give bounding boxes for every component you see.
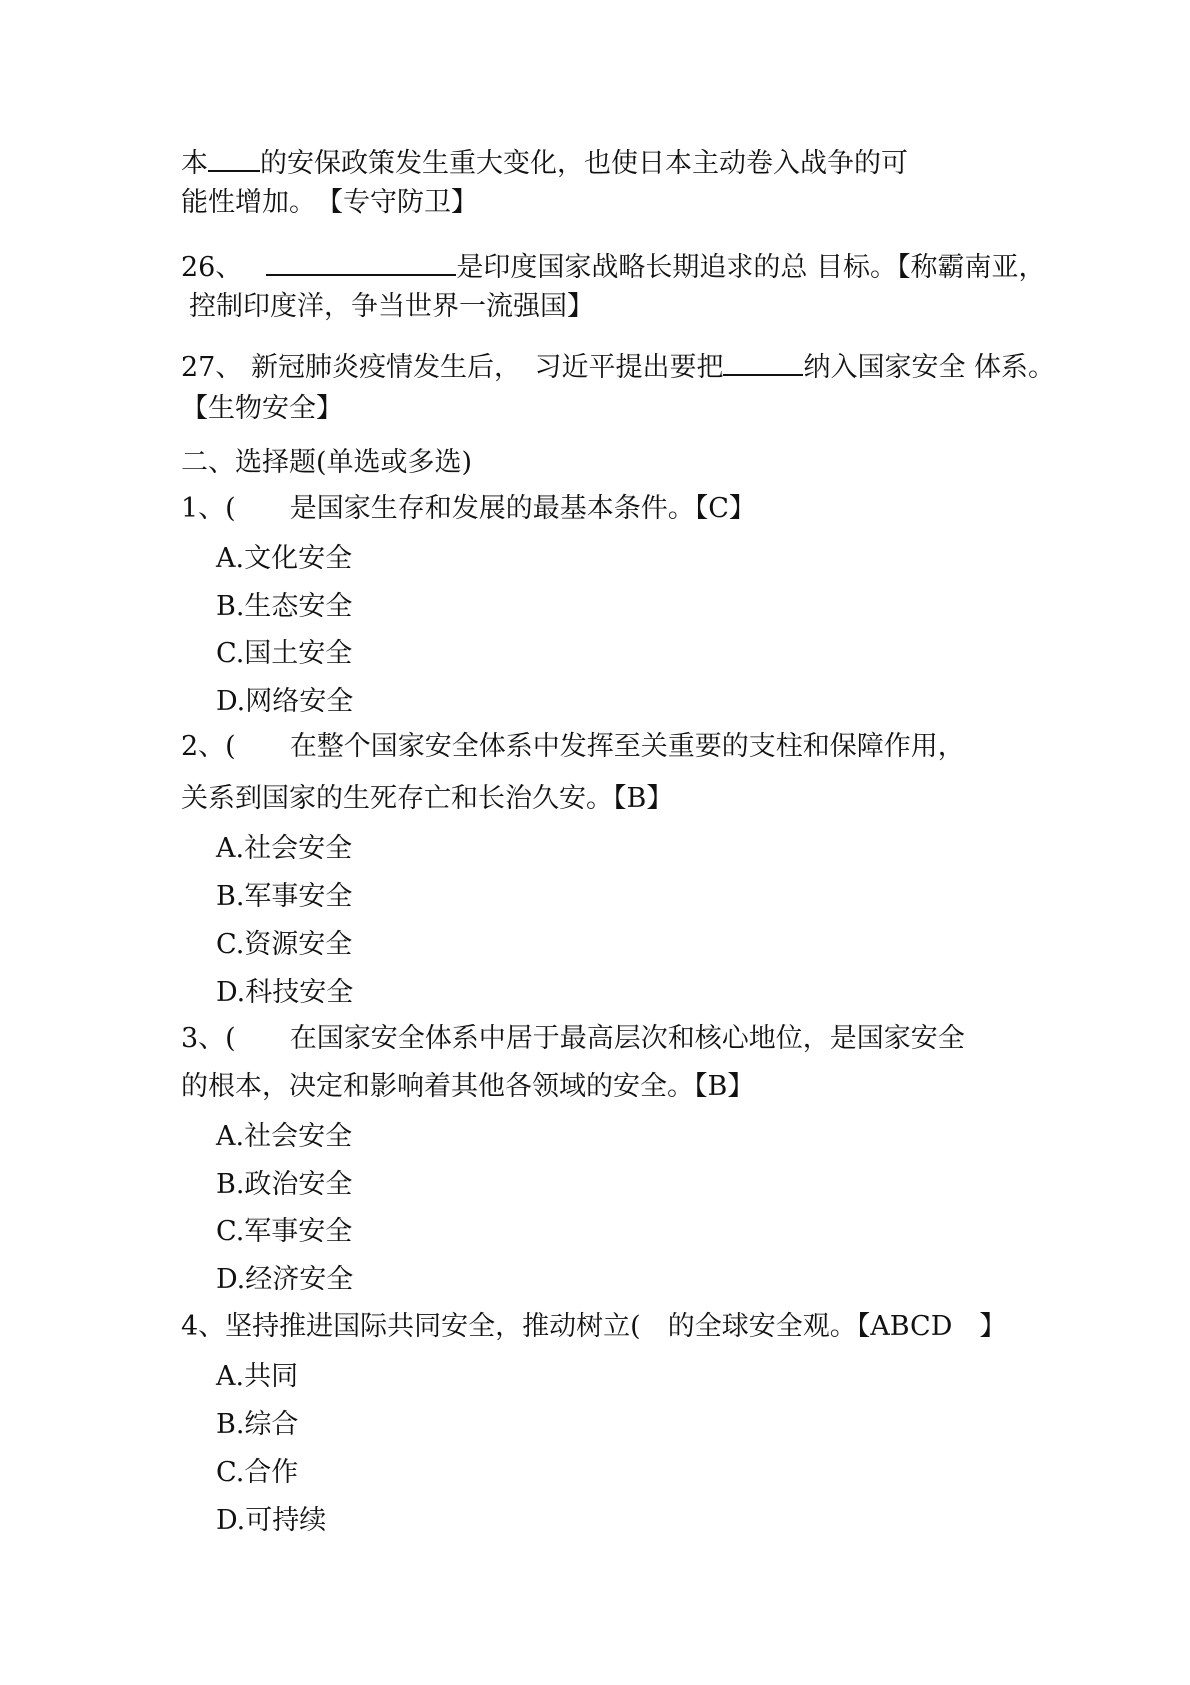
question-text: 纳入国家安全 体系。 [803,352,1056,383]
option: A.社会安全 [216,833,353,864]
option: B.综合 [216,1409,299,1440]
question-number: 26、 [181,252,243,283]
question-text: 27、 新冠肺炎疫情发生后， 习近平提出要把 [181,352,724,383]
option: A.共同 [216,1361,299,1392]
answer-blank [266,246,456,276]
option: C.资源安全 [216,929,353,960]
question-stem: 的根本，决定和影响着其他各领域的安全。【B】 [181,1071,755,1102]
option: A.文化安全 [216,543,353,574]
question-stem: 3、( 在国家安全体系中居于最高层次和核心地位，是国家安全 [181,1023,965,1054]
option: D.可持续 [216,1505,327,1536]
answer-blank [723,346,803,376]
answer-blank [208,142,260,172]
option: A.社会安全 [216,1121,353,1152]
question-stem: 2、( 在整个国家安全体系中发挥至关重要的支柱和保障作用， [181,731,965,762]
option: C.军事安全 [216,1216,353,1247]
fill-in-answer: 控制印度洋，争当世界一流强国】 [189,291,594,322]
option: B.政治安全 [216,1169,353,1200]
option: D.科技安全 [216,977,354,1008]
text: 本 [181,148,208,179]
question-stem: 关系到国家的生死存亡和长治久安。【B】 [181,783,674,814]
option: B.军事安全 [216,881,353,912]
fill-in-line: 能性增加。 【专守防卫】 [181,187,478,218]
option: D.网络安全 [216,686,354,717]
fill-in-line [181,142,908,181]
question-text: 是印度国家战略长期追求的总 目标。【称霸南亚， [456,252,1046,283]
option: C.国土安全 [216,638,353,669]
option: D.经济安全 [216,1264,354,1295]
fill-in-question-27 [181,346,1055,385]
fill-in-question-26 [181,246,1045,285]
question-stem: 4、坚持推进国际共同安全，推动树立( 的全球安全观。【ABCD 】 [181,1311,1007,1342]
fill-in-answer: 【生物安全】 [181,393,343,424]
option: B.生态安全 [216,591,353,622]
question-stem: 1、( 是国家生存和发展的最基本条件。【C】 [181,493,756,524]
section-title: 二、选择题(单选或多选) [181,447,473,478]
option: C.合作 [216,1457,299,1488]
text: 的安保政策发生重大变化，也使日本主动卷入战争的可 [260,148,908,179]
